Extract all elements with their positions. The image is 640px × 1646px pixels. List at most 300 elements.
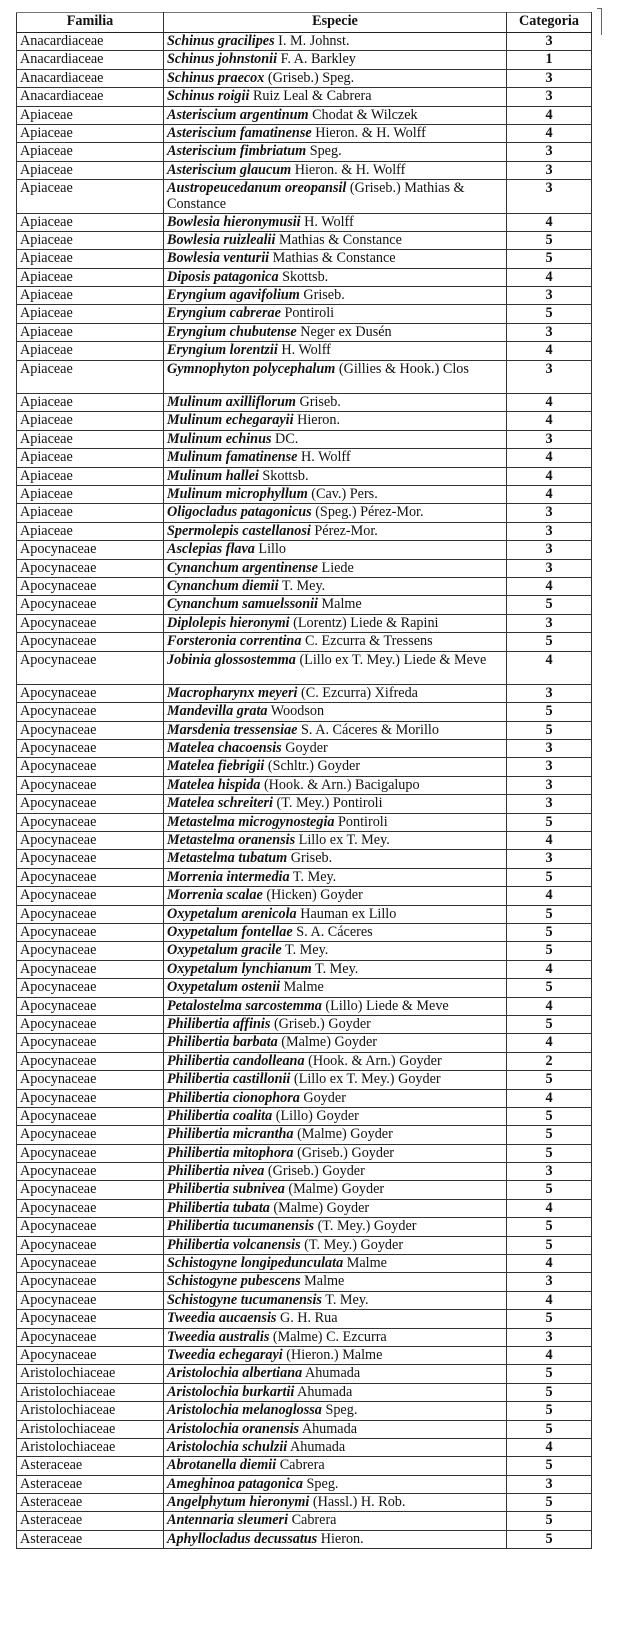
categoria-cell: 3 xyxy=(507,541,592,559)
species-author: Lillo xyxy=(258,541,287,558)
familia-cell: Apocynaceae xyxy=(17,1015,164,1033)
species-name: Eryngium cabrerae xyxy=(167,305,281,322)
familia-cell: Apiaceae xyxy=(17,124,164,142)
especie-cell xyxy=(164,979,507,997)
familia-cell: Apocynaceae xyxy=(17,721,164,739)
especie-cell xyxy=(164,684,507,702)
species-author: (Malme) Goyder xyxy=(281,1034,378,1051)
species-author: Malme xyxy=(283,979,324,996)
familia-cell: Apiaceae xyxy=(17,467,164,485)
table-row xyxy=(17,905,592,923)
species-name: Angelphytum hieronymi xyxy=(167,1494,310,1511)
species-author: Mathias & Constance xyxy=(272,250,396,267)
species-author: Ahumada xyxy=(301,1420,357,1437)
species-author: Pontiroli xyxy=(284,305,335,322)
especie-cell xyxy=(164,832,507,850)
categoria-cell: 3 xyxy=(507,1273,592,1291)
table-row xyxy=(17,342,592,360)
species-name: Philibertia coalita xyxy=(167,1107,273,1124)
familia-cell: Apiaceae xyxy=(17,430,164,448)
categoria-cell: 4 xyxy=(507,832,592,850)
species-author: Ruiz Leal & Cabrera xyxy=(252,88,372,105)
categoria-cell: 3 xyxy=(507,504,592,522)
species-author: H. Wolff xyxy=(304,213,354,230)
especie-cell xyxy=(164,1218,507,1236)
categoria-cell: 4 xyxy=(507,342,592,360)
table-row xyxy=(17,1236,592,1254)
familia-cell: Apocynaceae xyxy=(17,559,164,577)
table-row xyxy=(17,850,592,868)
familia-cell: Apiaceae xyxy=(17,305,164,323)
categoria-cell: 5 xyxy=(507,1383,592,1401)
species-name: Tweedia aucaensis xyxy=(167,1310,277,1327)
species-name: Philibertia cionophora xyxy=(167,1089,300,1106)
familia-cell: Aristolochiaceae xyxy=(17,1438,164,1456)
species-author: Hieron. & H. Wolff xyxy=(315,124,426,141)
familia-cell: Apiaceae xyxy=(17,143,164,161)
especie-cell xyxy=(164,1457,507,1475)
familia-cell: Apocynaceae xyxy=(17,850,164,868)
categoria-cell: 5 xyxy=(507,868,592,886)
species-author: Malme xyxy=(304,1273,345,1290)
species-name: Bowlesia ruizlealii xyxy=(167,231,276,248)
species-name: Petalostelma sarcostemma xyxy=(167,997,322,1014)
species-author: Mathias & Constance xyxy=(278,231,402,248)
familia-cell: Aristolochiaceae xyxy=(17,1365,164,1383)
table-row xyxy=(17,250,592,268)
species-name: Mulinum hallei xyxy=(167,467,259,484)
table-row xyxy=(17,1346,592,1364)
familia-cell: Apocynaceae xyxy=(17,1126,164,1144)
species-author: Speg. xyxy=(309,143,342,160)
species-author: (Hook. & Arn.) Goyder xyxy=(308,1052,442,1069)
categoria-cell: 4 xyxy=(507,412,592,430)
categoria-cell: 5 xyxy=(507,813,592,831)
table-row xyxy=(17,504,592,522)
species-name: Gymnophyton polycephalum xyxy=(167,360,336,377)
table-row xyxy=(17,1218,592,1236)
species-author: Skottsb. xyxy=(262,467,309,484)
familia-cell: Apocynaceae xyxy=(17,596,164,614)
table-row xyxy=(17,323,592,341)
especie-cell xyxy=(164,614,507,632)
table-row xyxy=(17,1255,592,1273)
table-row xyxy=(17,997,592,1015)
table-row xyxy=(17,180,592,213)
species-author: Goyder xyxy=(285,740,328,757)
species-name: Philibertia mitophora xyxy=(167,1144,294,1161)
species-author: T. Mey. xyxy=(314,960,359,977)
table-row xyxy=(17,1402,592,1420)
species-name: Philibertia affinis xyxy=(167,1015,271,1032)
species-author: Ahumada xyxy=(304,1365,361,1382)
especie-cell xyxy=(164,360,507,393)
especie-cell xyxy=(164,1015,507,1033)
species-name: Oxypetalum ostenii xyxy=(167,979,281,996)
species-author: (Malme) C. Ezcurra xyxy=(272,1328,387,1345)
species-name: Metastelma oranensis xyxy=(167,832,296,849)
species-author: I. M. Johnst. xyxy=(278,33,350,49)
table-row xyxy=(17,684,592,702)
especie-cell xyxy=(164,1071,507,1089)
species-author: (Cav.) Pers. xyxy=(311,486,378,502)
familia-cell: Anacardiaceae xyxy=(17,69,164,87)
species-name: Mandevilla grata xyxy=(167,703,268,720)
species-name: Philibertia micrantha xyxy=(167,1126,294,1143)
table-row xyxy=(17,33,592,51)
categoria-cell: 3 xyxy=(507,1328,592,1346)
table-row xyxy=(17,143,592,161)
familia-cell: Apocynaceae xyxy=(17,703,164,721)
categoria-cell: 3 xyxy=(507,850,592,868)
table-row xyxy=(17,942,592,960)
species-name: Schistogyne longipedunculata xyxy=(167,1255,344,1272)
especie-cell xyxy=(164,486,507,504)
table-row xyxy=(17,1107,592,1125)
familia-cell: Apocynaceae xyxy=(17,541,164,559)
species-author: Pérez-Mor. xyxy=(314,522,378,539)
especie-cell xyxy=(164,250,507,268)
categoria-cell: 4 xyxy=(507,486,592,504)
familia-cell: Apiaceae xyxy=(17,180,164,213)
table-row xyxy=(17,1052,592,1070)
especie-cell xyxy=(164,1291,507,1309)
especie-cell xyxy=(164,1310,507,1328)
species-name: Schinus roigii xyxy=(167,88,250,105)
familia-cell: Aristolochiaceae xyxy=(17,1402,164,1420)
species-name: Eryngium agavifolium xyxy=(167,287,300,304)
table-row xyxy=(17,721,592,739)
categoria-cell: 5 xyxy=(507,250,592,268)
table-row xyxy=(17,1328,592,1346)
species-name: Tweedia echegarayi xyxy=(167,1346,283,1363)
species-author: Malme xyxy=(346,1255,387,1272)
species-name: Cynanchum argentinense xyxy=(167,559,318,576)
table-row xyxy=(17,577,592,595)
especie-cell xyxy=(164,231,507,249)
species-author: (Lillo ex T. Mey.) Goyder xyxy=(293,1071,441,1088)
familia-cell: Apocynaceae xyxy=(17,776,164,794)
familia-cell: Apocynaceae xyxy=(17,960,164,978)
table-row xyxy=(17,430,592,448)
species-author: Hieron. xyxy=(320,1530,364,1547)
especie-cell xyxy=(164,161,507,179)
species-author: (C. Ezcurra) Xifreda xyxy=(301,684,418,701)
especie-cell xyxy=(164,1328,507,1346)
species-author: (Hicken) Goyder xyxy=(266,887,363,904)
table-row xyxy=(17,1530,592,1548)
categoria-cell: 3 xyxy=(507,522,592,540)
species-name: Schistogyne tucumanensis xyxy=(167,1291,322,1308)
familia-cell: Apiaceae xyxy=(17,106,164,124)
familia-cell: Apocynaceae xyxy=(17,1291,164,1309)
species-name: Metastelma microgynostegia xyxy=(167,813,335,830)
species-name: Schinus praecox xyxy=(167,69,265,86)
especie-cell xyxy=(164,504,507,522)
categoria-cell: 4 xyxy=(507,1291,592,1309)
species-name: Mulinum microphyllum xyxy=(167,486,308,502)
species-author: G. H. Rua xyxy=(279,1310,338,1327)
table-row xyxy=(17,360,592,393)
categoria-cell: 4 xyxy=(507,1346,592,1364)
familia-cell: Anacardiaceae xyxy=(17,51,164,69)
especie-cell xyxy=(164,559,507,577)
especie-cell xyxy=(164,850,507,868)
species-author: (Lillo) Liede & Meve xyxy=(325,997,449,1014)
species-author: Pontiroli xyxy=(338,813,388,830)
categoria-cell: 4 xyxy=(507,651,592,684)
especie-cell xyxy=(164,1126,507,1144)
especie-cell xyxy=(164,1273,507,1291)
categoria-cell: 5 xyxy=(507,1530,592,1548)
table-row xyxy=(17,813,592,831)
table-row xyxy=(17,268,592,286)
familia-cell: Apocynaceae xyxy=(17,684,164,702)
table-row xyxy=(17,1144,592,1162)
especie-cell xyxy=(164,69,507,87)
species-name: Bowlesia venturii xyxy=(167,250,270,267)
species-name: Matelea chacoensis xyxy=(167,740,282,757)
categoria-cell: 3 xyxy=(507,161,592,179)
categoria-cell: 2 xyxy=(507,1052,592,1070)
species-author: (Malme) Goyder xyxy=(297,1126,393,1143)
familia-cell: Apocynaceae xyxy=(17,651,164,684)
especie-cell xyxy=(164,887,507,905)
categoria-cell: 4 xyxy=(507,1089,592,1107)
table-row xyxy=(17,960,592,978)
familia-cell: Apocynaceae xyxy=(17,1346,164,1364)
especie-cell xyxy=(164,143,507,161)
table-row xyxy=(17,51,592,69)
species-table xyxy=(16,12,592,1549)
species-author: (Griseb.) Goyder xyxy=(297,1144,394,1161)
species-name: Aristolochia burkartii xyxy=(167,1383,295,1400)
table-row xyxy=(17,1291,592,1309)
table-row xyxy=(17,231,592,249)
species-author: Speg. xyxy=(306,1475,339,1492)
categoria-cell: 5 xyxy=(507,231,592,249)
table-row xyxy=(17,776,592,794)
especie-cell xyxy=(164,577,507,595)
species-author: (Griseb.) Mathias & Constance xyxy=(167,180,465,213)
familia-cell: Apiaceae xyxy=(17,412,164,430)
categoria-cell: 5 xyxy=(507,1402,592,1420)
table-row xyxy=(17,795,592,813)
species-name: Cynanchum samuelssonii xyxy=(167,596,318,613)
especie-cell xyxy=(164,1530,507,1548)
species-author: Cabrera xyxy=(291,1512,337,1529)
species-author: (Lillo ex T. Mey.) Liede & Meve xyxy=(299,651,487,668)
species-name: Abrotanella diemii xyxy=(167,1457,277,1474)
familia-cell: Apocynaceae xyxy=(17,1273,164,1291)
species-author: (Griseb.) Goyder xyxy=(273,1015,371,1032)
familia-cell: Asteraceae xyxy=(17,1512,164,1530)
categoria-cell: 4 xyxy=(507,449,592,467)
categoria-cell: 3 xyxy=(507,430,592,448)
species-author: S. A. Cáceres xyxy=(296,923,373,940)
species-author: (Speg.) Pérez-Mor. xyxy=(315,504,424,521)
species-name: Tweedia australis xyxy=(167,1328,270,1345)
categoria-cell: 4 xyxy=(507,213,592,231)
especie-cell xyxy=(164,412,507,430)
especie-cell xyxy=(164,1438,507,1456)
especie-cell xyxy=(164,1052,507,1070)
species-name: Aristolochia albertiana xyxy=(167,1365,303,1382)
categoria-cell: 3 xyxy=(507,287,592,305)
header-familia: Familia xyxy=(17,13,164,33)
species-author: Lillo ex T. Mey. xyxy=(298,832,390,849)
categoria-cell: 5 xyxy=(507,1071,592,1089)
table-row xyxy=(17,559,592,577)
species-author: (Lorentz) Liede & Rapini xyxy=(293,614,439,631)
species-name: Aristolochia oranensis xyxy=(167,1420,300,1437)
especie-cell xyxy=(164,633,507,651)
categoria-cell: 3 xyxy=(507,1475,592,1493)
table-row xyxy=(17,1273,592,1291)
familia-cell: Apocynaceae xyxy=(17,740,164,758)
especie-cell xyxy=(164,868,507,886)
species-name: Mulinum echegarayii xyxy=(167,412,294,429)
categoria-cell: 4 xyxy=(507,1199,592,1217)
especie-cell xyxy=(164,651,507,684)
familia-cell: Apocynaceae xyxy=(17,813,164,831)
table-row xyxy=(17,868,592,886)
species-name: Bowlesia hieronymusii xyxy=(167,213,301,230)
familia-cell: Apiaceae xyxy=(17,287,164,305)
species-author: (Gillies & Hook.) Clos xyxy=(338,360,469,377)
categoria-cell: 4 xyxy=(507,887,592,905)
species-author: Malme xyxy=(321,596,362,613)
familia-cell: Apocynaceae xyxy=(17,887,164,905)
categoria-cell: 5 xyxy=(507,1457,592,1475)
familia-cell: Apiaceae xyxy=(17,268,164,286)
familia-cell: Apocynaceae xyxy=(17,1052,164,1070)
species-name: Macropharynx meyeri xyxy=(167,684,298,701)
table-row xyxy=(17,1015,592,1033)
species-author: T. Mey. xyxy=(292,868,337,885)
species-author: H. Wolff xyxy=(281,342,331,359)
especie-cell xyxy=(164,88,507,106)
familia-cell: Apocynaceae xyxy=(17,1328,164,1346)
familia-cell: Apocynaceae xyxy=(17,923,164,941)
especie-cell xyxy=(164,1420,507,1438)
species-name: Oxypetalum fontellae xyxy=(167,923,293,940)
species-author: Hieron. & H. Wolff xyxy=(294,161,406,178)
header-categoria: Categoria xyxy=(507,13,592,33)
especie-cell xyxy=(164,106,507,124)
categoria-cell: 3 xyxy=(507,776,592,794)
especie-cell xyxy=(164,905,507,923)
especie-cell xyxy=(164,1383,507,1401)
table-row xyxy=(17,394,592,412)
especie-cell xyxy=(164,1402,507,1420)
familia-cell: Apiaceae xyxy=(17,161,164,179)
table-row xyxy=(17,69,592,87)
species-name: Diplolepis hieronymi xyxy=(167,614,290,631)
especie-cell xyxy=(164,1089,507,1107)
especie-cell xyxy=(164,522,507,540)
species-author: (Hook. & Arn.) Bacigalupo xyxy=(263,776,420,793)
species-name: Antennaria sleumeri xyxy=(167,1512,289,1529)
especie-cell xyxy=(164,1199,507,1217)
table-row xyxy=(17,703,592,721)
especie-cell xyxy=(164,942,507,960)
table-row xyxy=(17,1163,592,1181)
table-row xyxy=(17,1089,592,1107)
categoria-cell: 4 xyxy=(507,1255,592,1273)
species-name: Asteriscium glaucum xyxy=(167,161,292,178)
especie-cell xyxy=(164,960,507,978)
especie-cell xyxy=(164,721,507,739)
species-author: Ahumada xyxy=(290,1438,346,1455)
species-author: F. A. Barkley xyxy=(280,51,356,68)
especie-cell xyxy=(164,124,507,142)
species-author: Hieron. xyxy=(297,412,341,429)
species-author: (Hassl.) H. Rob. xyxy=(312,1494,406,1511)
species-author: Cabrera xyxy=(279,1457,325,1474)
species-name: Jobinia glossostemma xyxy=(167,651,296,668)
species-name: Eryngium chubutense xyxy=(167,323,297,340)
table-row xyxy=(17,305,592,323)
species-name: Morrenia scalae xyxy=(167,887,263,904)
especie-cell xyxy=(164,596,507,614)
categoria-cell: 3 xyxy=(507,1163,592,1181)
familia-cell: Apocynaceae xyxy=(17,997,164,1015)
familia-cell: Asteraceae xyxy=(17,1457,164,1475)
species-name: Asteriscium argentinum xyxy=(167,106,309,123)
familia-cell: Apiaceae xyxy=(17,522,164,540)
familia-cell: Apocynaceae xyxy=(17,1181,164,1199)
table-row xyxy=(17,1494,592,1512)
categoria-cell: 4 xyxy=(507,467,592,485)
table-row xyxy=(17,1438,592,1456)
especie-cell xyxy=(164,1346,507,1364)
familia-cell: Apiaceae xyxy=(17,486,164,504)
species-name: Forsteronia correntina xyxy=(167,633,302,650)
familia-cell: Apocynaceae xyxy=(17,1310,164,1328)
species-author: H. Wolff xyxy=(301,449,351,466)
species-author: (Griseb.) Goyder xyxy=(267,1163,365,1180)
table-row xyxy=(17,522,592,540)
familia-cell: Apiaceae xyxy=(17,394,164,412)
table-row xyxy=(17,486,592,504)
species-author: DC. xyxy=(275,430,299,447)
species-author: Speg. xyxy=(325,1402,358,1419)
especie-cell xyxy=(164,1034,507,1052)
table-row xyxy=(17,541,592,559)
especie-cell xyxy=(164,1255,507,1273)
especie-cell xyxy=(164,1236,507,1254)
categoria-cell: 3 xyxy=(507,758,592,776)
table-row xyxy=(17,633,592,651)
species-name: Eryngium lorentzii xyxy=(167,342,278,359)
categoria-cell: 5 xyxy=(507,633,592,651)
familia-cell: Apiaceae xyxy=(17,360,164,393)
species-author: T. Mey. xyxy=(284,942,329,959)
header-especie: Especie xyxy=(164,13,507,33)
especie-cell xyxy=(164,776,507,794)
species-author: (Schltr.) Goyder xyxy=(267,758,361,775)
familia-cell: Apocynaceae xyxy=(17,1071,164,1089)
familia-cell: Apocynaceae xyxy=(17,832,164,850)
table-row xyxy=(17,596,592,614)
species-name: Philibertia tucumanensis xyxy=(167,1218,315,1235)
table-row xyxy=(17,1383,592,1401)
table-row xyxy=(17,887,592,905)
species-name: Austropeucedanum oreopansil xyxy=(167,180,347,197)
especie-cell xyxy=(164,1181,507,1199)
familia-cell: Apocynaceae xyxy=(17,633,164,651)
